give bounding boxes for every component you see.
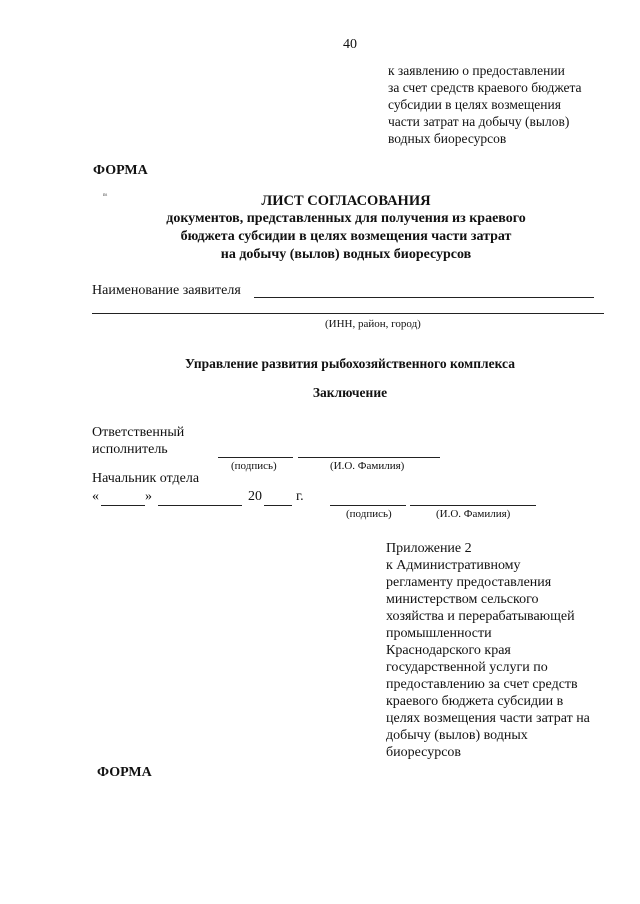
top-note-line: части затрат на добычу (вылов) (388, 114, 570, 129)
chief-signature-field[interactable] (330, 505, 406, 506)
applicant-hint: (ИНН, район, город) (325, 318, 421, 330)
top-note (388, 62, 610, 147)
appendix-line: краевого бюджета субсидии в (386, 694, 564, 709)
appendix-line: Приложение 2 (386, 541, 472, 556)
appendix-line: хозяйства и перерабатывающей (386, 609, 575, 624)
chief-label: Начальник отдела (92, 471, 200, 486)
appendix-line: биоресурсов (386, 745, 462, 760)
responsible-label-line: Ответственный (92, 425, 185, 440)
title-line: документов, представленных для получения из краевого (166, 211, 526, 226)
top-note-line: субсидии в целях возмещения (388, 97, 561, 112)
applicant-label: Наименование заявителя (92, 283, 241, 298)
date-year-prefix: 20 (248, 489, 262, 504)
responsible-name-field[interactable] (298, 457, 440, 458)
applicant-details-field[interactable] (92, 313, 604, 314)
responsible-sign-hint: (подпись) (231, 460, 277, 472)
responsible-signature-field[interactable] (218, 457, 293, 458)
top-note-line: за счет средств краевого бюджета (388, 80, 582, 95)
appendix-line: регламенту предоставления (386, 575, 552, 590)
chief-name-field[interactable] (410, 505, 536, 506)
appendix-line: министерством сельского (386, 592, 539, 607)
appendix-line: Краснодарского края (386, 643, 511, 658)
applicant-name-field[interactable] (254, 297, 594, 298)
title-line: на добычу (вылов) водных биоресурсов (220, 247, 472, 262)
responsible-label (92, 424, 184, 458)
date-close-quote: » (145, 489, 152, 504)
scan-mark: ⁿˢ (103, 191, 108, 200)
page-number: 40 (343, 37, 357, 52)
date-month-field[interactable] (158, 505, 242, 506)
appendix-line: к Административному (386, 558, 521, 573)
title-heading: ЛИСТ СОГЛАСОВАНИЯ (261, 193, 431, 209)
appendix-line: промышленности (386, 626, 492, 641)
title-line: бюджета субсидии в целях возмещения части затрат (180, 229, 512, 244)
document-title (120, 192, 572, 264)
form-label-top: ФОРМА (93, 163, 148, 178)
conclusion-title: Заключение (312, 385, 388, 400)
appendix-line: государственной услуги по (386, 660, 548, 675)
chief-sign-hint: (подпись) (346, 508, 392, 520)
form-label-bottom: ФОРМА (97, 765, 152, 780)
date-year-suffix: г. (296, 489, 304, 504)
top-note-line: водных биоресурсов (388, 131, 507, 146)
chief-name-hint: (И.О. Фамилия) (436, 508, 511, 520)
date-day-field[interactable] (101, 505, 145, 506)
appendix-line: добычу (вылов) водных (386, 728, 528, 743)
appendix-line: предоставлению за счет средств (386, 677, 578, 692)
appendix-note (386, 540, 608, 761)
department-title: Управление развития рыбохозяйственного комплекса (185, 356, 515, 371)
top-note-line: к заявлению о предоставлении (388, 63, 565, 78)
date-open-quote: « (92, 489, 99, 504)
appendix-line: целях возмещения части затрат на (386, 711, 590, 726)
responsible-name-hint: (И.О. Фамилия) (330, 460, 405, 472)
date-year-field[interactable] (264, 505, 292, 506)
responsible-label-line: исполнитель (92, 442, 168, 457)
